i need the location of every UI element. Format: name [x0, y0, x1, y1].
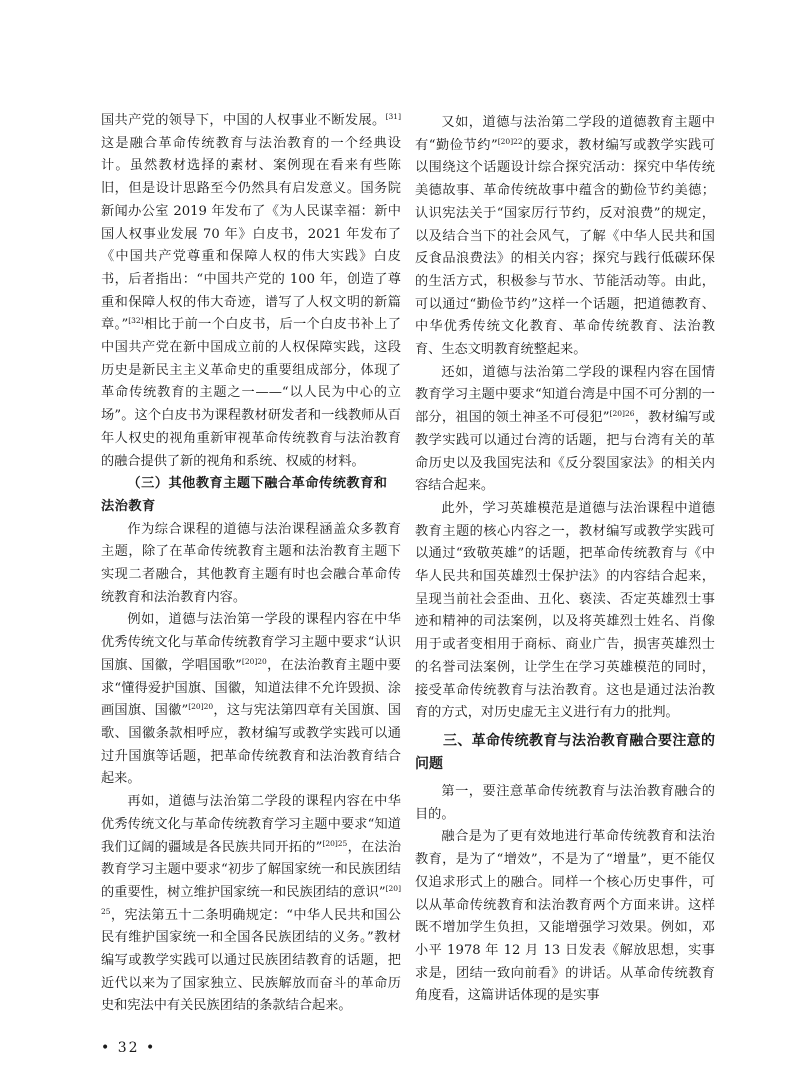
text-segment: 这是融合革命传统教育与法治教育的一个经典设计。虽然教材选择的素材、案例现在看来有些陈旧，但是设计思路至今仍然具有启发意义。国务院新闻办公室 2019 年发布了《为人民谋幸福：新中国人权事业发展 70 年》白皮书，2021 年发布了《中国共产党尊重和保障人权的伟大实践》白皮书，后者指出：“中国共产党的 100 年，创造了尊重和保障人权的伟大奇迹，谱写了人权文明的新篇章。” [101, 135, 401, 333]
subsection-heading: （三）其他教育主题下融合革命传统教育和法治教育 [101, 476, 388, 514]
text-segment: ，宪法第五十二条明确规定：“中华人民共和国公民有维护国家统一和全国各民族团结的义务。”教材编写或教学实践可以通过民族团结教育的话题，把近代以来为了国家独立、民族解放而奋斗的革命历史和宪法中有关民族团结的条款结合起来。 [101, 907, 401, 1014]
right-column [415, 112, 715, 1008]
text-segment: 又如，道德与法治第二学段的道德教育主题中有“勤俭节约” [415, 115, 715, 153]
page-number: • 32 • [101, 1040, 157, 1056]
citation-ref: [20]25 [322, 838, 348, 848]
paragraph-national-unity [101, 791, 401, 1018]
citation-ref: [20]26 [609, 409, 635, 419]
text-segment: ，教材编写或教学实践可以通过台湾的话题，把与台湾有关的革命历史以及我国宪法和《反分裂国家法》的相关内容结合起来。 [415, 410, 716, 494]
text-segment: 相比于前一个白皮书，后一个白皮书补上了中国共产党在新中国成立前的人权保障实践，这段历史是新民主主义革命史的重要组成部分，体现了革命传统教育的主题之一——“以人民为中心的立场”。这个白皮书为课程教材研发者和一线教师从百年人权史的视角重新审视革命传统教育与法治教育的融合提供了新的视角和系统、权威的材料。 [101, 317, 401, 469]
paragraph-human-rights [101, 110, 401, 473]
text-segment: ，在法治教育主题中要求“懂得爱护国旗、国徽，知道法律不允许毁损、涂画国旗、国徽” [101, 657, 401, 719]
paragraph-heroes: 此外，学习英雄模范是道德与法治课程中道德教育主题的核心内容之一，教材编写或教学实践可以通过“致敬英雄”的话题，把革命传统教育与《中华人民共和国英雄烈士保护法》的内容结合起来，呈现当前社会歪曲、丑化、亵渎、否定英雄烈士事迹和精神的司法案例，以及将英雄烈士姓名、肖像用于或者变相用于商标、商业广告，损害英雄烈士的名誉司法案例，让学生在学习英雄模范的同时，接受革命传统教育与法治教育。这也是通过法治教育的方式，对历史虚无主义进行有力的批判。 [415, 500, 715, 721]
paragraph-thrift [415, 112, 715, 362]
citation-ref: [20]25 [101, 883, 401, 916]
text-segment: 的要求，教材编写或教学实践可以围绕这个话题设计综合探究活动：探究中华传统美德故事、革命传统故事中蕴含的勤俭节约美德；认识宪法关于“国家厉行节约，反对浪费”的规定，以及结合当下的社会风气，了解《中华人民共和国反食品浪费法》的相关内容；探究与践行低碳环保的生活方式，积极参与节水、节能活动等。由此，可以通过“勤俭节约”这样一个话题，把道德教育、中华优秀传统文化教育、革命传统教育、法治教育、生态文明教育统整起来。 [415, 137, 716, 358]
paragraph-taiwan [415, 362, 715, 498]
paragraph-first-point: 第一，要注意革命传统教育与法治教育融合的目的。 [415, 783, 715, 822]
text-segment: 例如，道德与法治第一学段的课程内容在中华优秀传统文化与革命传统教育学习主题中要求“认识国旗、国徽，学唱国歌” [101, 612, 401, 673]
text-segment: 国共产党的领导下，中国的人权事业不断发展。 [101, 113, 386, 128]
paragraph-comprehensive-course: 作为综合课程的道德与法治课程涵盖众多教育主题，除了在革命传统教育主题和法治教育主题下实现二者融合，其他教育主题有时也会融合革命传统教育和法治教育内容。 [101, 521, 401, 605]
text-segment: 再如，道德与法治第二学段的课程内容在中华优秀传统文化与革命传统教育学习主题中要求“知道我们辽阔的疆域是各民族共同开拓的” [101, 794, 401, 855]
citation-ref: [20]22 [497, 136, 523, 146]
text-segment: ，这与宪法第四章有关国旗、国歌、国徽条款相呼应，教材编写或教学实践可以通过升国旗等话题，把革命传统教育和法治教育结合起来。 [101, 703, 401, 787]
text-segment: 还如，道德与法治第二学段的课程内容在国情教育学习主题中要求“知道台湾是中国不可分割的一部分，祖国的领土神圣不可侵犯” [415, 364, 715, 426]
citation-ref: [31] [385, 112, 401, 121]
citation-ref: [32] [128, 316, 144, 326]
paragraph-integration-purpose: 融合是为了更有效地进行革命传统教育和法治教育，是为了“增效”，不是为了“增量”，更不能仅仅追求形式上的融合。同样一个核心历史事件，可以从革命传统教育和法治教育两个方面来讲。这样既不增加学生负担，又能增强学习效果。例如，邓小平 1978 年 12 月 13 日发表《解放思想，实事求是，团结一致向前看》的讲话。从革命传统教育角度看，这篇讲话体现的是实事 [415, 829, 715, 1004]
text-segment: ，在法治教育学习主题中要求“初步了解国家统一和民族团结的重要性，树立维护国家统一和民族团结的意识” [101, 839, 402, 900]
paragraph-national-flag [101, 609, 401, 791]
citation-ref: [20]20 [241, 656, 267, 666]
citation-ref: [20]20 [188, 702, 214, 712]
section-heading: 三、革命传统教育与法治教育融合要注意的问题 [415, 732, 715, 772]
left-column [101, 110, 401, 1018]
